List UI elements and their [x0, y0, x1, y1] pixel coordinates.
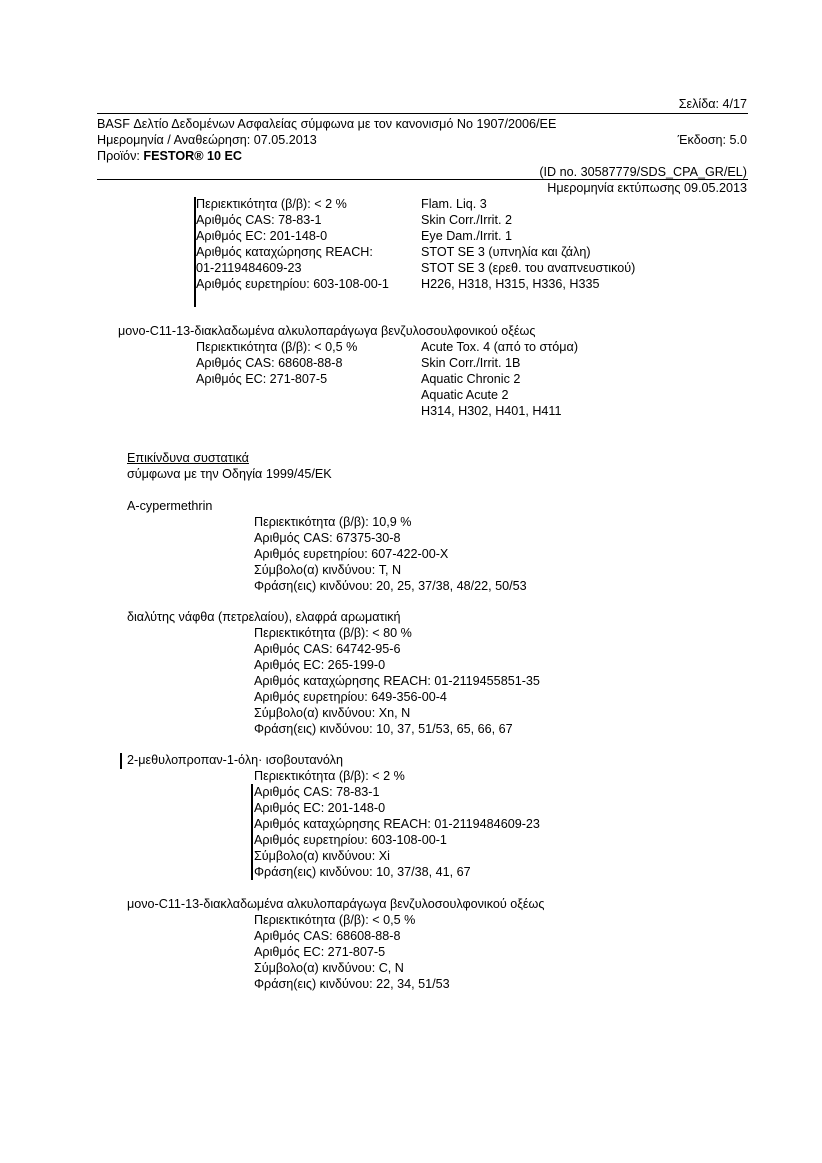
substance-name: μονο-C11-13-διακλαδωμένα αλκυλοπαράγωγα βενζυλοσουλφονικού οξέως — [127, 897, 545, 911]
class-line: Skin Corr./Irrit. 1B — [421, 356, 521, 370]
detail-line: Αριθμός ευρετηρίου: 603-108-00-1 — [254, 833, 447, 847]
class-line: Flam. Liq. 3 — [421, 197, 487, 211]
detail-line: Αριθμός CAS: 68608-88-8 — [254, 929, 401, 943]
detail-line: Αριθμός ευρετηρίου: 607-422-00-X — [254, 547, 449, 561]
prop-line: Αριθμός CAS: 68608-88-8 — [196, 356, 343, 370]
page-number: Σελίδα: 4/17 — [678, 97, 747, 111]
product-line — [97, 148, 242, 164]
block2-props — [196, 339, 357, 387]
document-title: BASF Δελτίο Δεδομένων Ασφαλείας σύμφωνα με τον κανονισμό Νο 1907/2006/ΕΕ — [97, 117, 557, 131]
detail-line: Αριθμός ευρετηρίου: 649-356-00-4 — [254, 690, 447, 704]
detail-line: Φράση(εις) κινδύνου: 10, 37, 51/53, 65, 66, 67 — [254, 722, 513, 736]
block2-name: μονο-C11-13-διακλαδωμένα αλκυλοπαράγωγα βενζυλοσουλφονικού οξέως — [118, 324, 536, 338]
class-line: Eye Dam./Irrit. 1 — [421, 229, 512, 243]
product-name: FESTOR® 10 EC — [143, 149, 243, 163]
detail-line: Αριθμός EC: 201-148-0 — [254, 801, 386, 815]
class-line: Acute Tox. 4 (από το στόμα) — [421, 340, 579, 354]
detail-line: Αριθμός EC: 271-807-5 — [254, 945, 386, 959]
substance-name: A-cypermethrin — [127, 499, 213, 513]
class-line: STOT SE 3 (υπνηλία και ζάλη) — [421, 245, 591, 259]
class-line: H314, H302, H401, H411 — [421, 404, 562, 418]
substance-details — [254, 514, 527, 594]
block1-props — [196, 196, 389, 292]
substance-name: διαλύτης νάφθα (πετρελαίου), ελαφρά αρωματική — [127, 610, 401, 624]
prop-line: Αριθμός CAS: 78-83-1 — [196, 213, 322, 227]
prop-line: Αριθμός EC: 271-807-5 — [196, 372, 328, 386]
class-line: Skin Corr./Irrit. 2 — [421, 213, 512, 227]
detail-line: Σύμβολο(α) κινδύνου: C, N — [254, 961, 404, 975]
block2-classes — [421, 339, 578, 419]
detail-line: Αριθμός CAS: 64742-95-6 — [254, 642, 401, 656]
revision-date: Ημερομηνία / Αναθεώρηση: 07.05.2013 — [97, 133, 317, 147]
header-rule-top — [97, 113, 748, 114]
prop-line: 01-2119484609-23 — [196, 261, 302, 275]
product-label: Προϊόν: — [97, 149, 144, 163]
substance-details — [254, 768, 540, 880]
detail-line: Αριθμός CAS: 67375-30-8 — [254, 531, 401, 545]
detail-line: Αριθμός καταχώρησης REACH: 01-2119484609-23 — [254, 817, 540, 831]
detail-line: Αριθμός CAS: 78-83-1 — [254, 785, 380, 799]
detail-line: Περιεκτικότητα (β/β): < 2 % — [254, 769, 405, 783]
detail-line: Περιεκτικότητα (β/β): < 80 % — [254, 626, 412, 640]
version: Έκδοση: 5.0 — [677, 133, 747, 147]
prop-line: Αριθμός EC: 201-148-0 — [196, 229, 328, 243]
detail-line: Σύμβολο(α) κινδύνου: Xi — [254, 849, 390, 863]
hazardous-heading: Επικίνδυνα συστατικά — [127, 451, 249, 465]
substance-name: 2-μεθυλοπροπαν-1-όλη· ισοβουτανόλη — [127, 753, 343, 767]
prop-line: Αριθμός καταχώρησης REACH: — [196, 245, 373, 259]
detail-line: Φράση(εις) κινδύνου: 20, 25, 37/38, 48/22, 50/53 — [254, 579, 527, 593]
change-bar — [120, 753, 122, 769]
prop-line: Αριθμός ευρετηρίου: 603-108-00-1 — [196, 277, 389, 291]
document-id: (ID no. 30587779/SDS_CPA_GR/EL) — [539, 165, 747, 179]
detail-line: Αριθμός EC: 265-199-0 — [254, 658, 386, 672]
substance-details — [254, 625, 540, 737]
substance-details — [254, 912, 450, 992]
block1-classes — [421, 196, 635, 292]
prop-line: Περιεκτικότητα (β/β): < 0,5 % — [196, 340, 358, 354]
class-line: H226, H318, H315, H336, H335 — [421, 277, 600, 291]
class-line: Aquatic Chronic 2 — [421, 372, 521, 386]
detail-line: Σύμβολο(α) κινδύνου: T, N — [254, 563, 402, 577]
class-line: Aquatic Acute 2 — [421, 388, 509, 402]
detail-line: Αριθμός καταχώρησης REACH: 01-2119455851-35 — [254, 674, 540, 688]
change-bar — [251, 784, 253, 880]
print-date: Ημερομηνία εκτύπωσης 09.05.2013 — [547, 181, 747, 195]
prop-line: Περιεκτικότητα (β/β): < 2 % — [196, 197, 347, 211]
detail-line: Σύμβολο(α) κινδύνου: Xn, N — [254, 706, 411, 720]
hazardous-subheading: σύμφωνα με την Οδηγία 1999/45/ΕΚ — [127, 467, 332, 481]
class-line: STOT SE 3 (ερεθ. του αναπνευστικού) — [421, 261, 636, 275]
detail-line: Φράση(εις) κινδύνου: 10, 37/38, 41, 67 — [254, 865, 471, 879]
detail-line: Φράση(εις) κινδύνου: 22, 34, 51/53 — [254, 977, 450, 991]
detail-line: Περιεκτικότητα (β/β): < 0,5 % — [254, 913, 416, 927]
detail-line: Περιεκτικότητα (β/β): 10,9 % — [254, 515, 412, 529]
